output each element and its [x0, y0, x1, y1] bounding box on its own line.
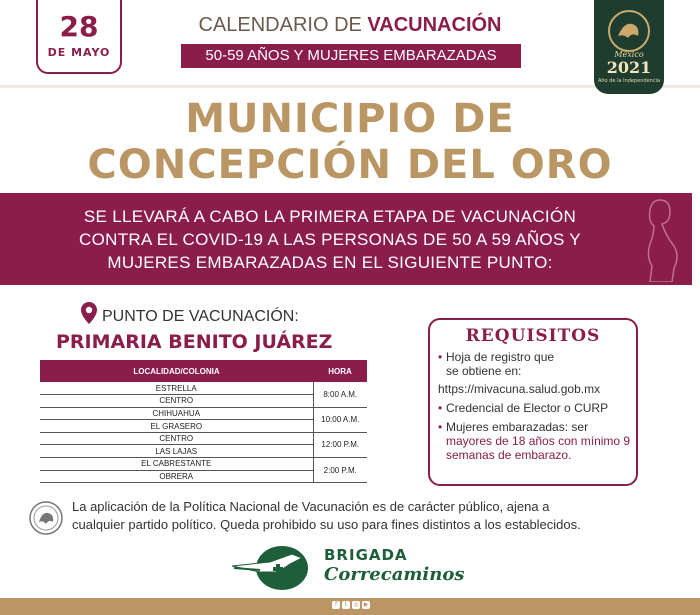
mexico-seal-icon	[28, 500, 64, 536]
column-header-time: HORA	[313, 360, 367, 382]
time-cell: 8:00 A.M.	[313, 382, 367, 407]
social-links	[332, 601, 370, 611]
requirements-list	[438, 350, 634, 467]
locality-cell: CENTRO	[40, 432, 313, 445]
calendar-title-prefix: CALENDARIO DE	[198, 14, 368, 36]
legal-line-2: cualquier partido político. Queda prohibido su uso para fines distintos a los establecidos.	[72, 517, 581, 532]
requirements-title: REQUISITOS	[465, 326, 601, 346]
mexico-2021-emblem	[594, 0, 664, 94]
date-day: 28	[59, 10, 99, 43]
instagram-icon[interactable]: ◎	[353, 601, 359, 608]
calendar-subtitle: 50-59 AÑOS Y MUJERES EMBARAZADAS	[181, 44, 521, 68]
municipality-line-2: CONCEPCIÓN DEL ORO	[87, 142, 613, 188]
vaccination-point-label: PUNTO DE VACUNACIÓN:	[102, 308, 299, 325]
schedule-table	[40, 360, 367, 483]
announcement-line-1: SE LLEVARÁ A CABO LA PRIMERA ETAPA DE VACUNACIÓN	[83, 207, 577, 226]
brand-line-1: BRIGADA	[324, 546, 408, 564]
table-row	[40, 382, 367, 395]
locality-cell: ESTRELLA	[40, 382, 313, 395]
date-month: DE MAYO	[47, 46, 111, 59]
locality-cell: CHIHUAHUA	[40, 407, 313, 420]
brand-line-2: Correcaminos	[324, 564, 465, 585]
pregnant-woman-icon	[636, 196, 686, 282]
announcement-text	[20, 205, 640, 274]
emblem-year: 2021	[606, 58, 652, 77]
list-item	[438, 401, 634, 415]
registration-link[interactable]: https://mivacuna.salud.gob.mx	[438, 382, 601, 396]
requirements-box	[428, 318, 638, 486]
eagle-emblem-icon	[606, 8, 652, 54]
calendar-title-emphasis: VACUNACIÓN	[367, 14, 502, 36]
table-row	[40, 458, 367, 471]
emblem-note: Año de la Independencia	[597, 78, 661, 84]
requirement-3-a: Mujeres embarazadas: ser	[446, 420, 589, 434]
time-cell: 12:00 P.M.	[313, 432, 367, 457]
requirement-1-b: se obtiene en:	[446, 364, 522, 378]
facebook-icon[interactable]: f	[332, 601, 340, 609]
twitter-icon[interactable]: t	[342, 601, 350, 609]
list-item	[438, 350, 634, 396]
requirement-1-a: Hoja de registro que	[446, 350, 555, 364]
legal-line-1: La aplicación de la Política Nacional de Vacunación es de carácter público, ajena a	[72, 499, 550, 514]
municipality-line-1: MUNICIPIO DE	[185, 96, 515, 142]
announcement-line-3: MUJERES EMBARAZADAS EN EL SIGUIENTE PUNTO:	[107, 253, 553, 272]
column-header-locality: LOCALIDAD/COLONIA	[40, 360, 313, 382]
locality-cell: EL CABRESTANTE	[40, 458, 313, 471]
announcement-line-2: CONTRA EL COVID-19 A LAS PERSONAS DE 50 A 59 AÑOS Y	[79, 230, 581, 249]
locality-cell: EL GRASERO	[40, 420, 313, 433]
time-cell: 10:00 A.M.	[313, 407, 367, 432]
table-row	[40, 407, 367, 420]
roadrunner-icon	[230, 542, 318, 592]
legal-disclaimer	[72, 498, 672, 534]
locality-cell: LAS LAJAS	[40, 445, 313, 458]
youtube-icon[interactable]: ▶	[363, 601, 369, 608]
emblem-country: México	[614, 50, 644, 59]
calendar-title	[150, 14, 550, 37]
date-badge	[36, 0, 122, 74]
location-pin-icon	[80, 301, 98, 325]
requirement-2: Credencial de Elector o CURP	[446, 401, 609, 415]
municipality-title	[0, 96, 700, 188]
vaccination-point-name: PRIMARIA BENITO JUÁREZ	[56, 331, 333, 353]
table-row	[40, 432, 367, 445]
list-item	[438, 420, 634, 462]
time-cell: 2:00 P.M.	[313, 458, 367, 483]
announcement-banner	[0, 193, 692, 285]
locality-cell: OBRERA	[40, 470, 313, 483]
locality-cell: CENTRO	[40, 395, 313, 408]
requirement-3-b: mayores de 18 años con mínimo 9 semanas de embarazo.	[446, 434, 631, 462]
